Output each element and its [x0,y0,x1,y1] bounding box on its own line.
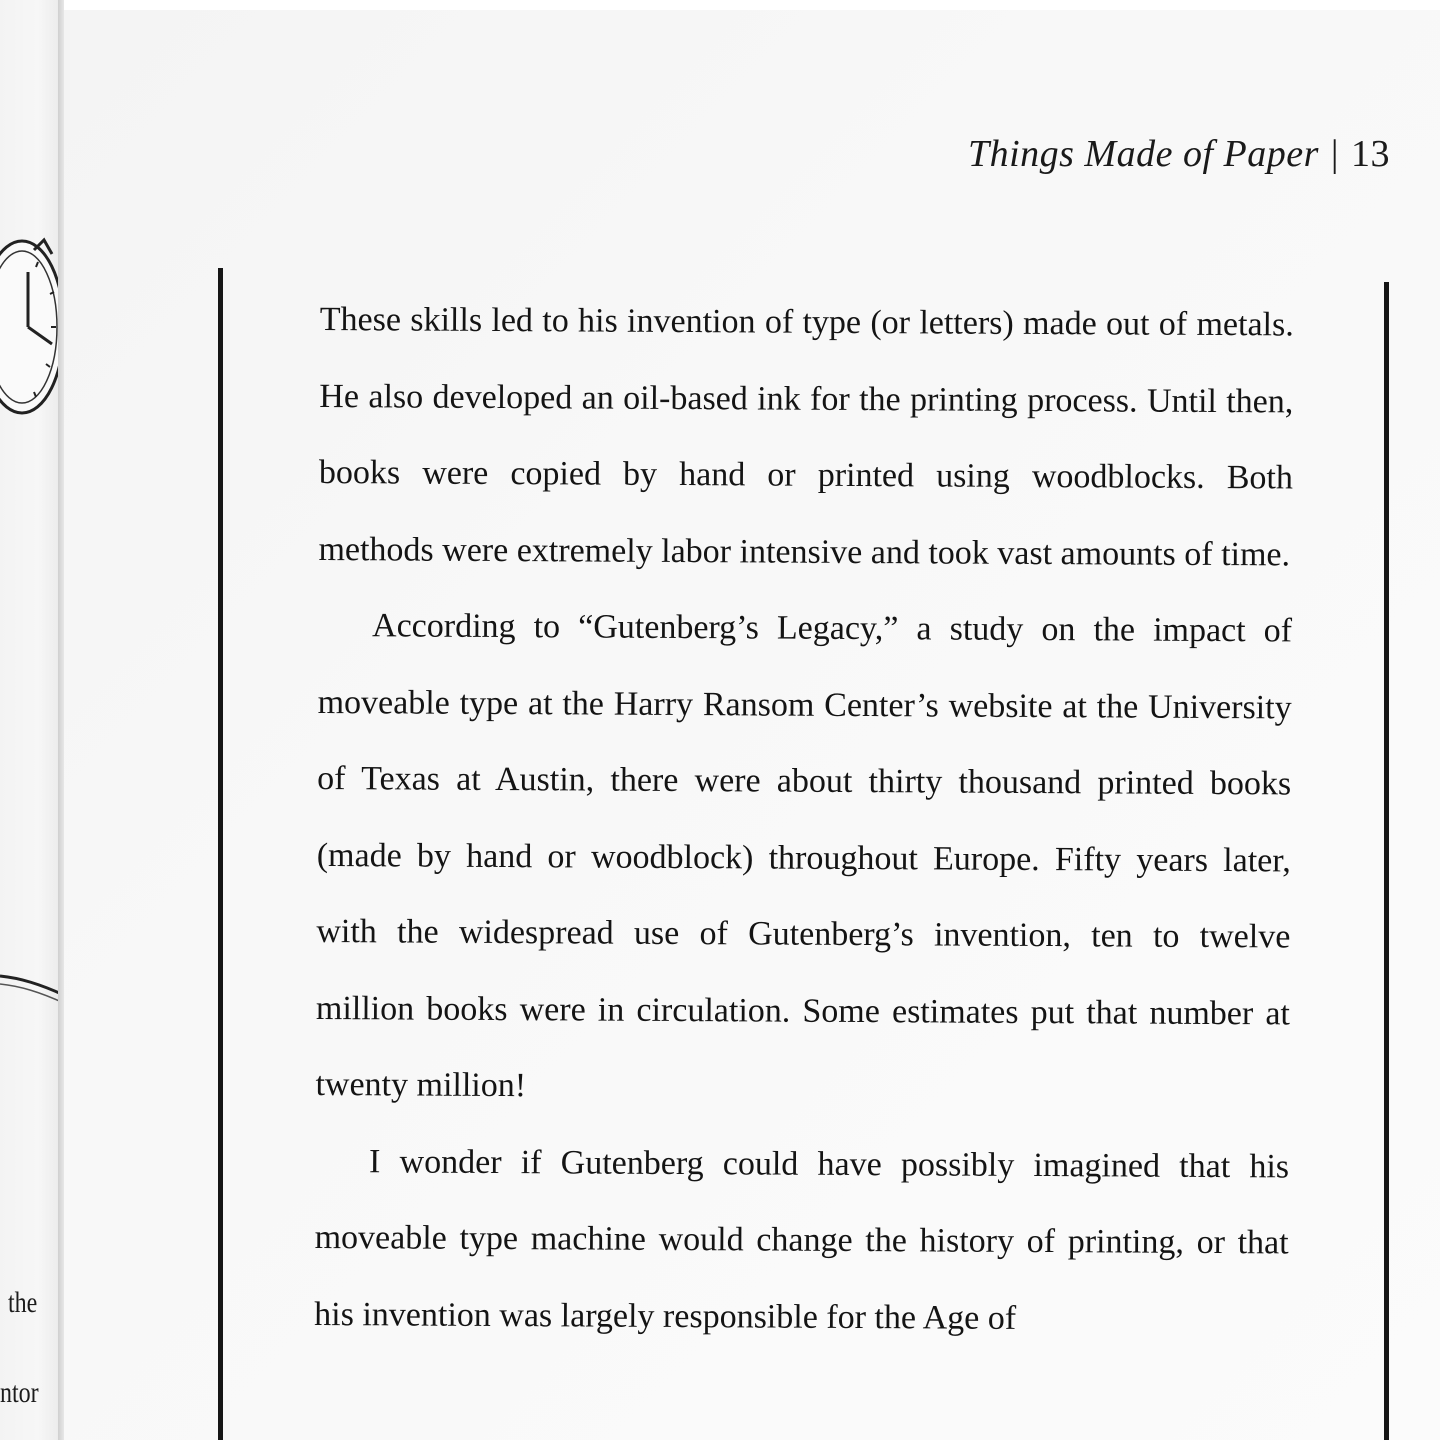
right-page [64,0,1440,1440]
running-head [968,132,1390,176]
paragraph: I wonder if Gutenberg could have possibly imagined that his moveable type machine would change the history of printing, or that his invention was largely responsible for the Age of [314,1142,1290,1337]
body-text [314,282,1294,1358]
left-page-fragment: ntor [0,1376,39,1409]
page-top-edge [64,0,1440,10]
paragraph: These skills led to his invention of type (or letters) made out of metals. He also developed an oil-based ink for the printing process. Until then, books were copied by hand or printed using woodblocks. Both methods were extremely labor intensive and took vast amounts of time. [318,300,1294,573]
header-separator: | [1330,133,1339,175]
chapter-title: Things Made of Paper [967,133,1319,175]
left-page [0,0,64,1440]
frame-left-rule [218,268,223,1440]
clock-icon [0,232,64,422]
left-page-rule [0,968,64,1008]
page-number: 13 [1351,133,1390,175]
paragraph: According to “Gutenberg’s Legacy,” a study on the impact of moveable type at the Harry Ransom Center’s website at the University of Texas at Austin, there were about thirty thousand printed books (made by hand or woodblock) throughout Europe. Fifty years later, with the widespread use of Gutenberg’s invention, ten to twelve million books were in circulation. Some estimates put that number at twenty million! [315,607,1293,1105]
frame-right-rule [1384,282,1389,1440]
left-page-fragment: the [8,1286,38,1319]
